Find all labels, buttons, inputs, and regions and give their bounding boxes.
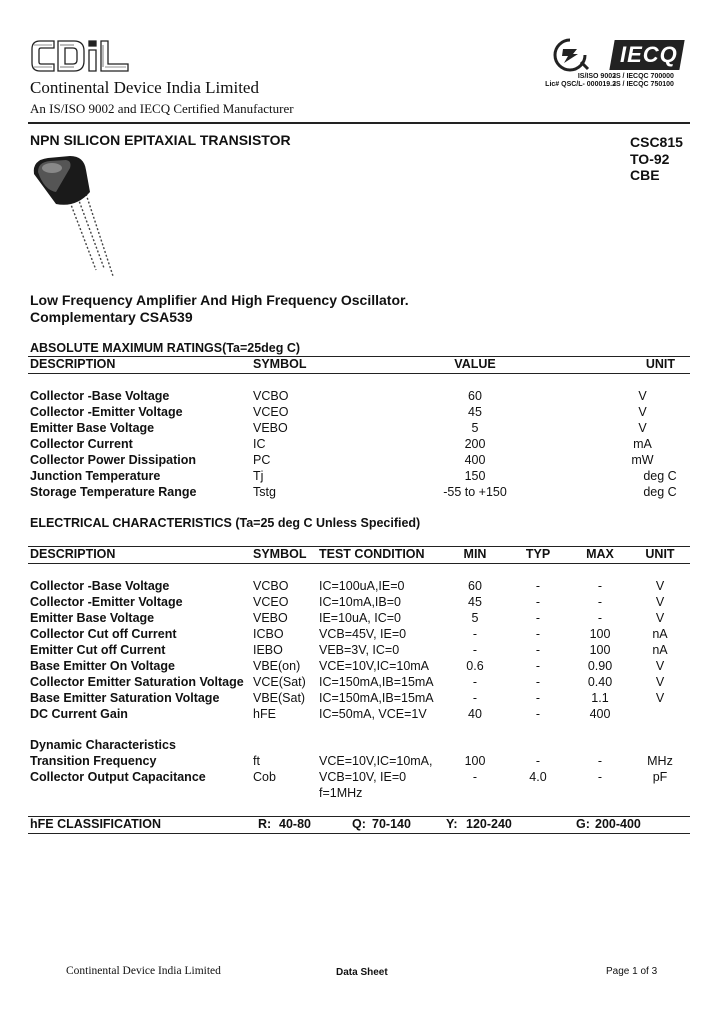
row-symbol: VCEO [253, 405, 289, 419]
hfe-class-range: 40-80 [279, 817, 311, 831]
company-name: Continental Device India Limited [30, 78, 259, 97]
row-symbol: Tj [253, 469, 264, 483]
cert-right-line-1: IS / IECQC 700000 [614, 73, 674, 80]
row-description: Transition Frequency [30, 754, 157, 768]
row-value: 400 [464, 453, 486, 467]
row-description: Collector -Emitter Voltage [30, 595, 183, 609]
iecq-logo-text: IECQ [620, 42, 678, 67]
iso-certification-logo [550, 38, 590, 72]
row-unit: V [655, 675, 665, 689]
row-typ: - [535, 643, 541, 657]
row-symbol: Tstg [253, 485, 276, 499]
electrical-header-typ: TYP [525, 547, 551, 561]
row-value: 60 [468, 389, 482, 403]
row-typ: 4.0 [529, 770, 547, 784]
row-description: Storage Temperature Range [30, 485, 197, 499]
row-condition: VEB=3V, IC=0 [319, 643, 400, 657]
row-typ: - [535, 579, 541, 593]
row-typ: - [535, 627, 541, 641]
hfe-class-range: 120-240 [466, 817, 512, 831]
row-max: 1.1 [591, 691, 609, 705]
product-type-title: NPN SILICON EPITAXIAL TRANSISTOR [30, 132, 291, 148]
row-max: - [597, 754, 603, 768]
row-min: - [472, 627, 478, 641]
row-value: -55 to +150 [443, 485, 507, 499]
electrical-header-rule [28, 563, 690, 564]
row-symbol: hFE [253, 707, 276, 721]
row-condition: VCE=10V,IC=10mA [319, 659, 430, 673]
hfe-class-range: 200-400 [595, 817, 641, 831]
cert-left-line-2: Lic# QSC/L- 000019.2 [545, 81, 616, 88]
row-typ: - [535, 754, 541, 768]
row-description: Collector -Base Voltage [30, 579, 170, 593]
row-min: 0.6 [466, 659, 484, 673]
row-condition: IC=50mA, VCE=1V [319, 707, 427, 721]
footer-page: Page 1 of 3 [606, 966, 658, 977]
row-symbol: VBE(Sat) [253, 691, 306, 705]
row-condition: VCB=10V, IE=0 [319, 770, 407, 784]
row-unit: V [655, 691, 665, 705]
row-symbol: ICBO [253, 627, 284, 641]
row-min: 40 [468, 707, 482, 721]
row-unit: mA [633, 437, 652, 451]
abs-max-header-value: VALUE [454, 357, 496, 371]
electrical-header-condition: TEST CONDITION [319, 547, 425, 561]
electrical-title: ELECTRICAL CHARACTERISTICS (Ta=25 deg C Unless Specified) [30, 516, 421, 530]
abs-max-top-rule [28, 356, 690, 357]
hfe-class-label: Q: [352, 817, 366, 831]
row-max: - [597, 595, 603, 609]
row-max: - [597, 579, 603, 593]
application-line-1: Low Frequency Amplifier And High Frequency Oscillator. [30, 292, 409, 308]
row-unit: V [655, 611, 665, 625]
row-unit: MHz [647, 754, 673, 768]
electrical-header-max: MAX [586, 547, 614, 561]
row-symbol: VCE(Sat) [253, 675, 306, 689]
row-description: Base Emitter On Voltage [30, 659, 175, 673]
row-condition: IE=10uA, IC=0 [319, 611, 402, 625]
row-unit: V [638, 405, 647, 419]
row-min: 60 [468, 579, 482, 593]
electrical-header-min: MIN [463, 547, 487, 561]
dynamic-characteristics-title: Dynamic Characteristics [30, 738, 176, 752]
row-condition-line-2: f=1MHz [319, 786, 363, 800]
row-condition: IC=150mA,IB=15mA [319, 691, 434, 705]
row-symbol: VBE(on) [253, 659, 301, 673]
hfe-class-label: G: [576, 817, 590, 831]
row-max: 100 [589, 627, 611, 641]
abs-max-header-description: DESCRIPTION [30, 357, 116, 371]
row-description: Emitter Base Voltage [30, 421, 155, 435]
hfe-class-range: 70-140 [372, 817, 411, 831]
cdil-logo [30, 38, 140, 74]
row-description: Junction Temperature [30, 469, 161, 483]
pinout: CBE [630, 167, 660, 183]
row-description: Collector Power Dissipation [30, 453, 197, 467]
row-value: 150 [464, 469, 486, 483]
row-symbol: Cob [253, 770, 276, 784]
cert-left-line-1: IS/ISO 9002 [577, 73, 616, 80]
row-typ: - [535, 707, 541, 721]
row-unit: V [655, 595, 665, 609]
cert-right-line-2: IS / IECQC 750100 [614, 81, 674, 88]
row-description: Emitter Base Voltage [30, 611, 155, 625]
row-description: Emitter Cut off Current [30, 643, 166, 657]
hfe-class-label: Y: [446, 817, 458, 831]
row-condition: IC=100uA,IE=0 [319, 579, 405, 593]
row-unit: nA [652, 643, 668, 657]
row-description: Collector -Base Voltage [30, 389, 170, 403]
row-condition: VCE=10V,IC=10mA, [319, 754, 433, 768]
row-typ: - [535, 691, 541, 705]
footer-doc-type: Data Sheet [336, 967, 388, 978]
company-tagline: An IS/ISO 9002 and IECQ Certified Manufacturer [30, 101, 294, 116]
row-description: Collector Cut off Current [30, 627, 177, 641]
row-max: 100 [589, 643, 611, 657]
row-unit: mW [631, 453, 654, 467]
row-description: DC Current Gain [30, 707, 128, 721]
row-value: 200 [464, 437, 486, 451]
row-symbol: VCEO [253, 595, 289, 609]
to92-package-drawing [26, 152, 122, 282]
row-symbol: PC [253, 453, 271, 467]
row-typ: - [535, 675, 541, 689]
row-description: Collector Current [30, 437, 133, 451]
row-unit: deg C [643, 469, 677, 483]
row-typ: - [535, 611, 541, 625]
abs-max-title: ABSOLUTE MAXIMUM RATINGS(Ta=25deg C) [30, 341, 301, 355]
row-description: Collector Emitter Saturation Voltage [30, 675, 244, 689]
row-min: 5 [471, 611, 479, 625]
row-value: 5 [471, 421, 479, 435]
application-line-2: Complementary CSA539 [30, 309, 193, 325]
row-max: - [597, 611, 603, 625]
hfe-bottom-rule [28, 833, 690, 834]
row-description: Base Emitter Saturation Voltage [30, 691, 220, 705]
row-condition: IC=10mA,IB=0 [319, 595, 401, 609]
row-min: - [472, 691, 478, 705]
row-unit: deg C [643, 485, 677, 499]
row-min: 100 [464, 754, 486, 768]
row-min: - [472, 675, 478, 689]
row-symbol: VCBO [253, 579, 289, 593]
package-type: TO-92 [630, 151, 670, 167]
row-max: 400 [589, 707, 611, 721]
abs-max-header-unit: UNIT [645, 357, 675, 371]
row-unit: V [655, 579, 665, 593]
electrical-header-symbol: SYMBOL [253, 547, 307, 561]
row-value: 45 [468, 405, 482, 419]
row-min: - [472, 643, 478, 657]
row-description: Collector -Emitter Voltage [30, 405, 183, 419]
row-typ: - [535, 659, 541, 673]
row-condition: VCB=45V, IE=0 [319, 627, 407, 641]
row-max: 0.40 [587, 675, 613, 689]
footer-company: Continental Device India Limited [66, 965, 221, 977]
electrical-header-unit: UNIT [645, 547, 675, 561]
row-min: 45 [468, 595, 482, 609]
row-min: - [472, 770, 478, 784]
row-symbol: VEBO [253, 421, 288, 435]
header-divider [28, 122, 690, 124]
row-condition: IC=150mA,IB=15mA [319, 675, 434, 689]
row-symbol: IC [253, 437, 266, 451]
row-description: Collector Output Capacitance [30, 770, 206, 784]
abs-max-header-symbol: SYMBOL [253, 357, 307, 371]
row-symbol: VCBO [253, 389, 289, 403]
cert-left-text [540, 73, 616, 89]
row-symbol: VEBO [253, 611, 288, 625]
row-unit: pF [652, 770, 668, 784]
row-unit: V [638, 389, 647, 403]
hfe-class-label: R: [258, 817, 272, 831]
row-typ: - [535, 595, 541, 609]
row-symbol: IEBO [253, 643, 283, 657]
electrical-header-description: DESCRIPTION [30, 547, 116, 561]
abs-max-header-rule [28, 373, 690, 374]
row-unit: V [638, 421, 647, 435]
row-max: 0.90 [587, 659, 613, 673]
row-unit: V [655, 659, 665, 673]
row-symbol: ft [253, 754, 260, 768]
hfe-classification-title: hFE CLASSIFICATION [30, 817, 162, 831]
cert-right-text [614, 73, 674, 89]
row-unit: nA [652, 627, 668, 641]
row-max: - [597, 770, 603, 784]
part-number: CSC815 [630, 134, 683, 150]
